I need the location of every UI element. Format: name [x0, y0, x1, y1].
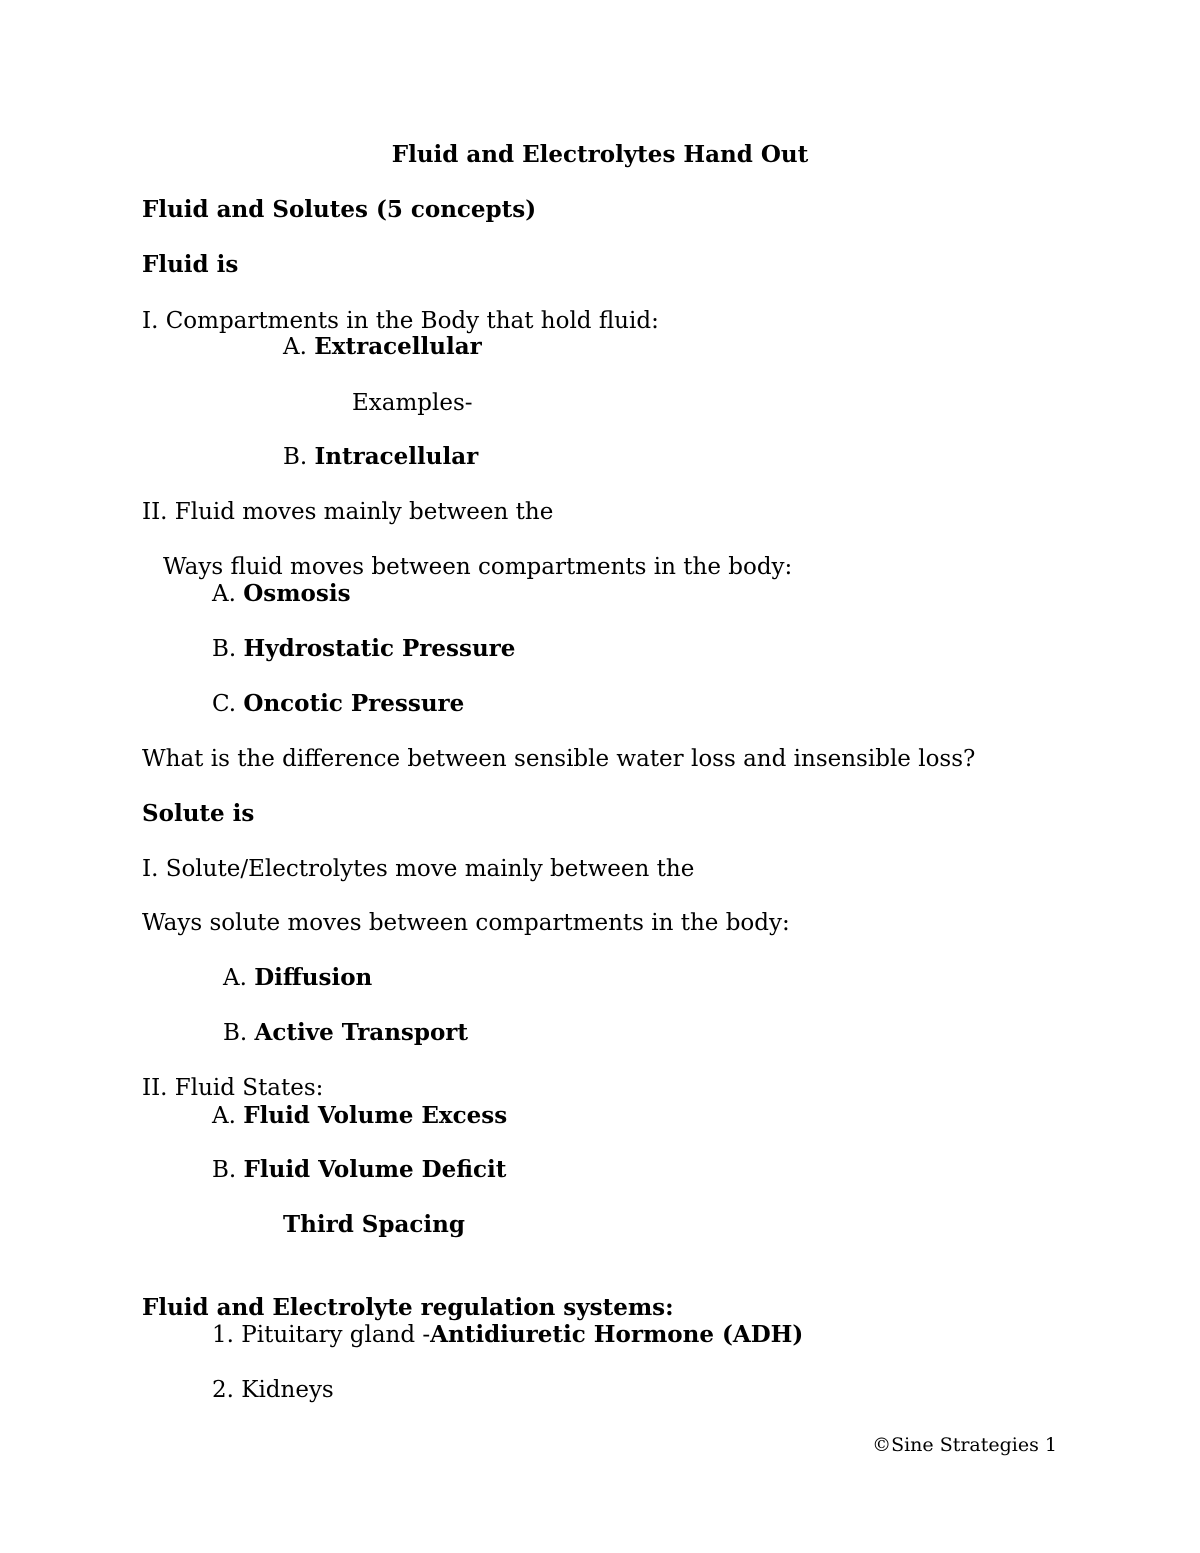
third-spacing-label: Third Spacing [283, 1211, 465, 1238]
examples-label: Examples- [352, 390, 473, 416]
question-line: What is the difference between sensible water loss and insensible loss? [142, 746, 976, 772]
list-item-diffusion [223, 963, 372, 993]
fluid-states-heading: II. Fluid States: [142, 1075, 324, 1101]
list-marker: B. [212, 636, 244, 662]
list-label: Hydrostatic Pressure [243, 635, 516, 662]
list-item-oncotic-pressure [212, 689, 464, 719]
list-item-fluid-volume-deficit [212, 1155, 506, 1185]
section-heading-fluid-solutes: Fluid and Solutes (5 concepts) [142, 196, 537, 223]
list-label: Diffusion [254, 964, 373, 991]
solute-moves-line: I. Solute/Electrolytes move mainly between the [142, 856, 695, 882]
list-marker: B. [283, 444, 315, 470]
ways-fluid-heading: Ways fluid moves between compartments in the body: [163, 554, 793, 580]
list-item-extracellular [283, 332, 482, 362]
ways-solute-heading: Ways solute moves between compartments in the body: [142, 910, 790, 936]
list-item-hydrostatic-pressure [212, 634, 515, 664]
page-title: Fluid and Electrolytes Hand Out [391, 141, 809, 168]
list-item-kidneys: 2. Kidneys [212, 1377, 334, 1403]
list-marker: A. [283, 334, 315, 360]
list-label: Oncotic Pressure [243, 690, 465, 717]
fluid-moves-line: II. Fluid moves mainly between the [142, 499, 554, 525]
list-label: Osmosis [243, 580, 351, 607]
heading-solute-is: Solute is [142, 800, 255, 827]
list-item-fluid-volume-excess [212, 1101, 507, 1131]
list-label: Antidiuretic Hormone (ADH) [430, 1321, 804, 1348]
compartments-heading: I. Compartments in the Body that hold fluid: [142, 308, 659, 334]
list-marker: A. [223, 965, 255, 991]
list-item-pituitary-gland [212, 1320, 803, 1350]
list-marker: A. [212, 581, 244, 607]
heading-fluid-is: Fluid is [142, 251, 239, 278]
list-marker: B. [223, 1020, 255, 1046]
list-label: Intracellular [314, 443, 479, 470]
list-marker: 1. Pituitary gland - [212, 1322, 431, 1348]
page-footer: ©Sine Strategies 1 [872, 1434, 1057, 1456]
list-label: Fluid Volume Deficit [243, 1156, 507, 1183]
list-item-intracellular [283, 442, 478, 472]
list-label: Extracellular [314, 333, 482, 360]
list-label: Active Transport [254, 1019, 469, 1046]
regulation-heading: Fluid and Electrolyte regulation systems: [142, 1294, 674, 1321]
list-label: Fluid Volume Excess [243, 1102, 508, 1129]
list-marker: A. [212, 1103, 244, 1129]
list-marker: C. [212, 691, 244, 717]
list-item-active-transport [223, 1018, 468, 1048]
list-item-osmosis [212, 579, 351, 609]
list-marker: B. [212, 1157, 244, 1183]
